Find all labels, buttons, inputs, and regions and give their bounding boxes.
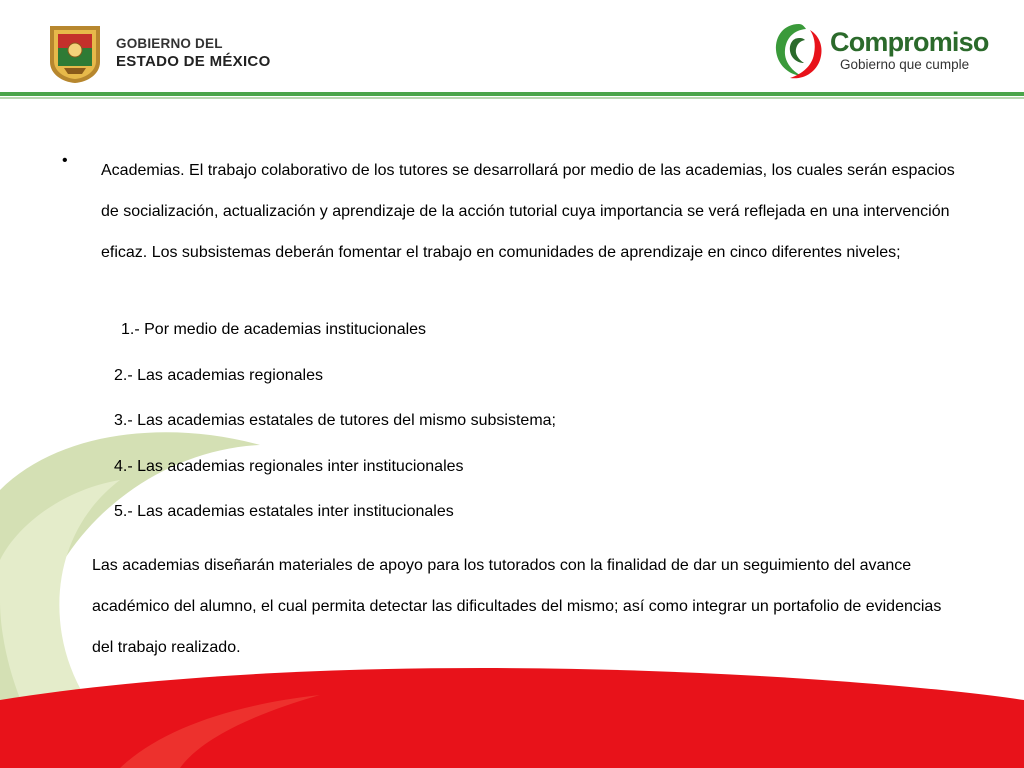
level-item-1: 1.- Por medio de academias institucionales [121, 321, 427, 338]
academias-paragraph: Academias. El trabajo colaborativo de los tutores se desarrollará por medio de las academias, los cuales serán espacios de socialización, actualización y aprendizaje de la acción tutorial cuya importancia se verá reflejada en una intervención eficaz. Los subsistemas deberán fomentar el trabajo en comunidades de aprendizaje en cinco diferentes niveles; [101, 162, 955, 261]
bullet-marker: • [62, 152, 68, 169]
level-item-2: 2.- Las academias regionales [114, 367, 324, 384]
compromiso-subtitle: Gobierno que cumple [840, 57, 970, 72]
level-item-3: 3.- Las academias estatales de tutores del mismo subsistema; [114, 412, 556, 429]
level-item-5: 5.- Las academias estatales inter institucionales [114, 503, 454, 520]
gov-logo-line1: GOBIERNO DEL [116, 36, 223, 51]
level-item-4: 4.- Las academias regionales inter institucionales [114, 458, 464, 475]
compromiso-title: Compromiso [830, 27, 989, 57]
closing-paragraph: Las academias diseñarán materiales de apoyo para los tutorados con la finalidad de dar un seguimiento del avance académico del alumno, el cual permita detectar las dificultades del mismo; así como integrar un portafolio de evidencias del trabajo realizado. [92, 557, 942, 656]
gov-logo-line2: ESTADO DE MÉXICO [116, 53, 271, 70]
